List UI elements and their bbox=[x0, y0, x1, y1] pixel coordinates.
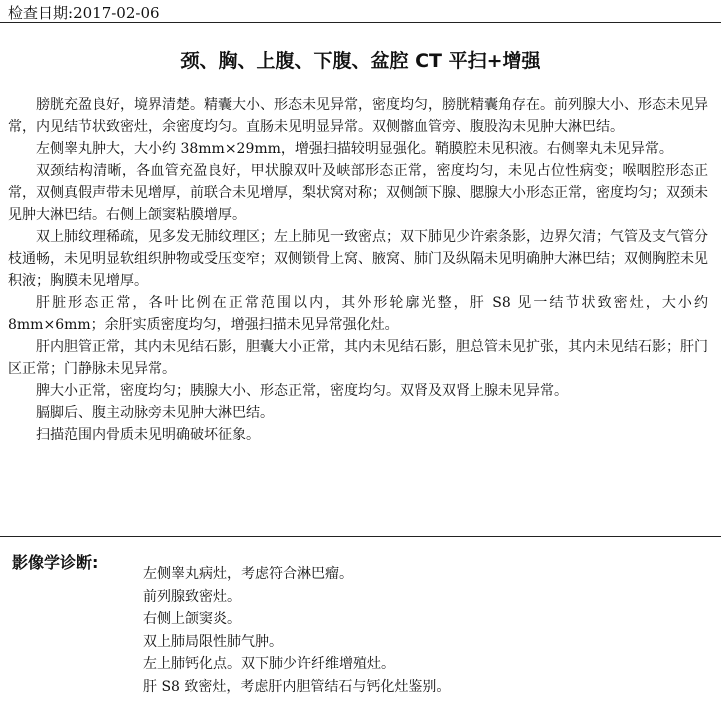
findings-paragraph: 脾大小正常，密度均匀；胰腺大小、形态正常，密度均匀。双肾及双肾上腺未见异常。 bbox=[36, 383, 568, 399]
findings-section bbox=[8, 94, 708, 446]
diagnosis-list bbox=[143, 563, 450, 698]
exam-date bbox=[8, 3, 160, 23]
diagnosis-item: 双上肺局限性肺气肿。 bbox=[143, 633, 283, 650]
diagnosis-item: 左上肺钙化点。双下肺少许纤维增殖灶。 bbox=[143, 656, 395, 672]
diagnosis-item: 肝 S8 致密灶，考虑肝内胆管结石与钙化灶鉴别。 bbox=[143, 678, 451, 695]
findings-paragraph: 肝脏形态正常，各叶比例在正常范围以内，其外形轮廓光整，肝 S8 见一结节状致密灶，大小约 8mm×6mm；余肝实质密度均匀，增强扫描未见异常强化灶。 bbox=[8, 295, 708, 333]
diagnosis-label: 影像学诊断: bbox=[12, 553, 99, 572]
findings-paragraph: 膀胱充盈良好，境界清楚。精囊大小、形态未见异常，密度均匀，膀胱精囊角存在。前列腺大小、形态未见异常，内见结节状致密灶，余密度均匀。直肠未见明显异常。双侧髂血管旁、腹股沟未见肿大淋巴结。 bbox=[8, 97, 708, 135]
findings-paragraph: 双颈结构清晰，各血管充盈良好，甲状腺双叶及峡部形态正常，密度均匀，未见占位性病变；喉咽腔形态正常，双侧真假声带未见增厚，前联合未见增厚，梨状窝对称；双侧颌下腺、腮腺大小形态正常，密度均匀；双颈未见肿大淋巴结。右侧上颌窦粘膜增厚。 bbox=[8, 163, 708, 223]
diagnosis-item: 左侧睾丸病灶，考虑符合淋巴瘤。 bbox=[143, 566, 353, 582]
findings-paragraph: 膈脚后、腹主动脉旁未见肿大淋巴结。 bbox=[36, 405, 274, 421]
diagnosis-divider bbox=[0, 536, 721, 537]
exam-date-label: 检查日期: bbox=[8, 4, 74, 22]
diagnosis-item: 右侧上颌窦炎。 bbox=[143, 611, 241, 627]
findings-paragraph: 左侧睾丸肿大，大小约 38mm×29mm，增强扫描较明显强化。鞘膜腔未见积液。右侧睾丸未见异常。 bbox=[36, 141, 673, 157]
diagnosis-item: 前列腺致密灶。 bbox=[143, 588, 241, 605]
exam-date-value: 2017-02-06 bbox=[73, 4, 160, 22]
findings-paragraph: 双上肺纹理稀疏，见多发无肺纹理区；左上肺见一致密点；双下肺见少许索条影，边界欠清；气管及支气管分枝通畅，未见明显软组织肿物或受压变窄；双侧锁骨上窝、腋窝、肺门及纵隔未见明确肿大淋巴结；双侧胸腔未见积液；胸膜未见增厚。 bbox=[8, 229, 708, 289]
findings-paragraph: 扫描范围内骨质未见明确破坏征象。 bbox=[36, 427, 260, 443]
findings-paragraph: 肝内胆管正常，其内未见结石影，胆囊大小正常，其内未见结石影，胆总管未见扩张，其内未见结石影；肝门区正常；门静脉未见异常。 bbox=[8, 339, 708, 377]
report-title: 颈、胸、上腹、下腹、盆腔 CT 平扫+增强 bbox=[180, 50, 541, 72]
